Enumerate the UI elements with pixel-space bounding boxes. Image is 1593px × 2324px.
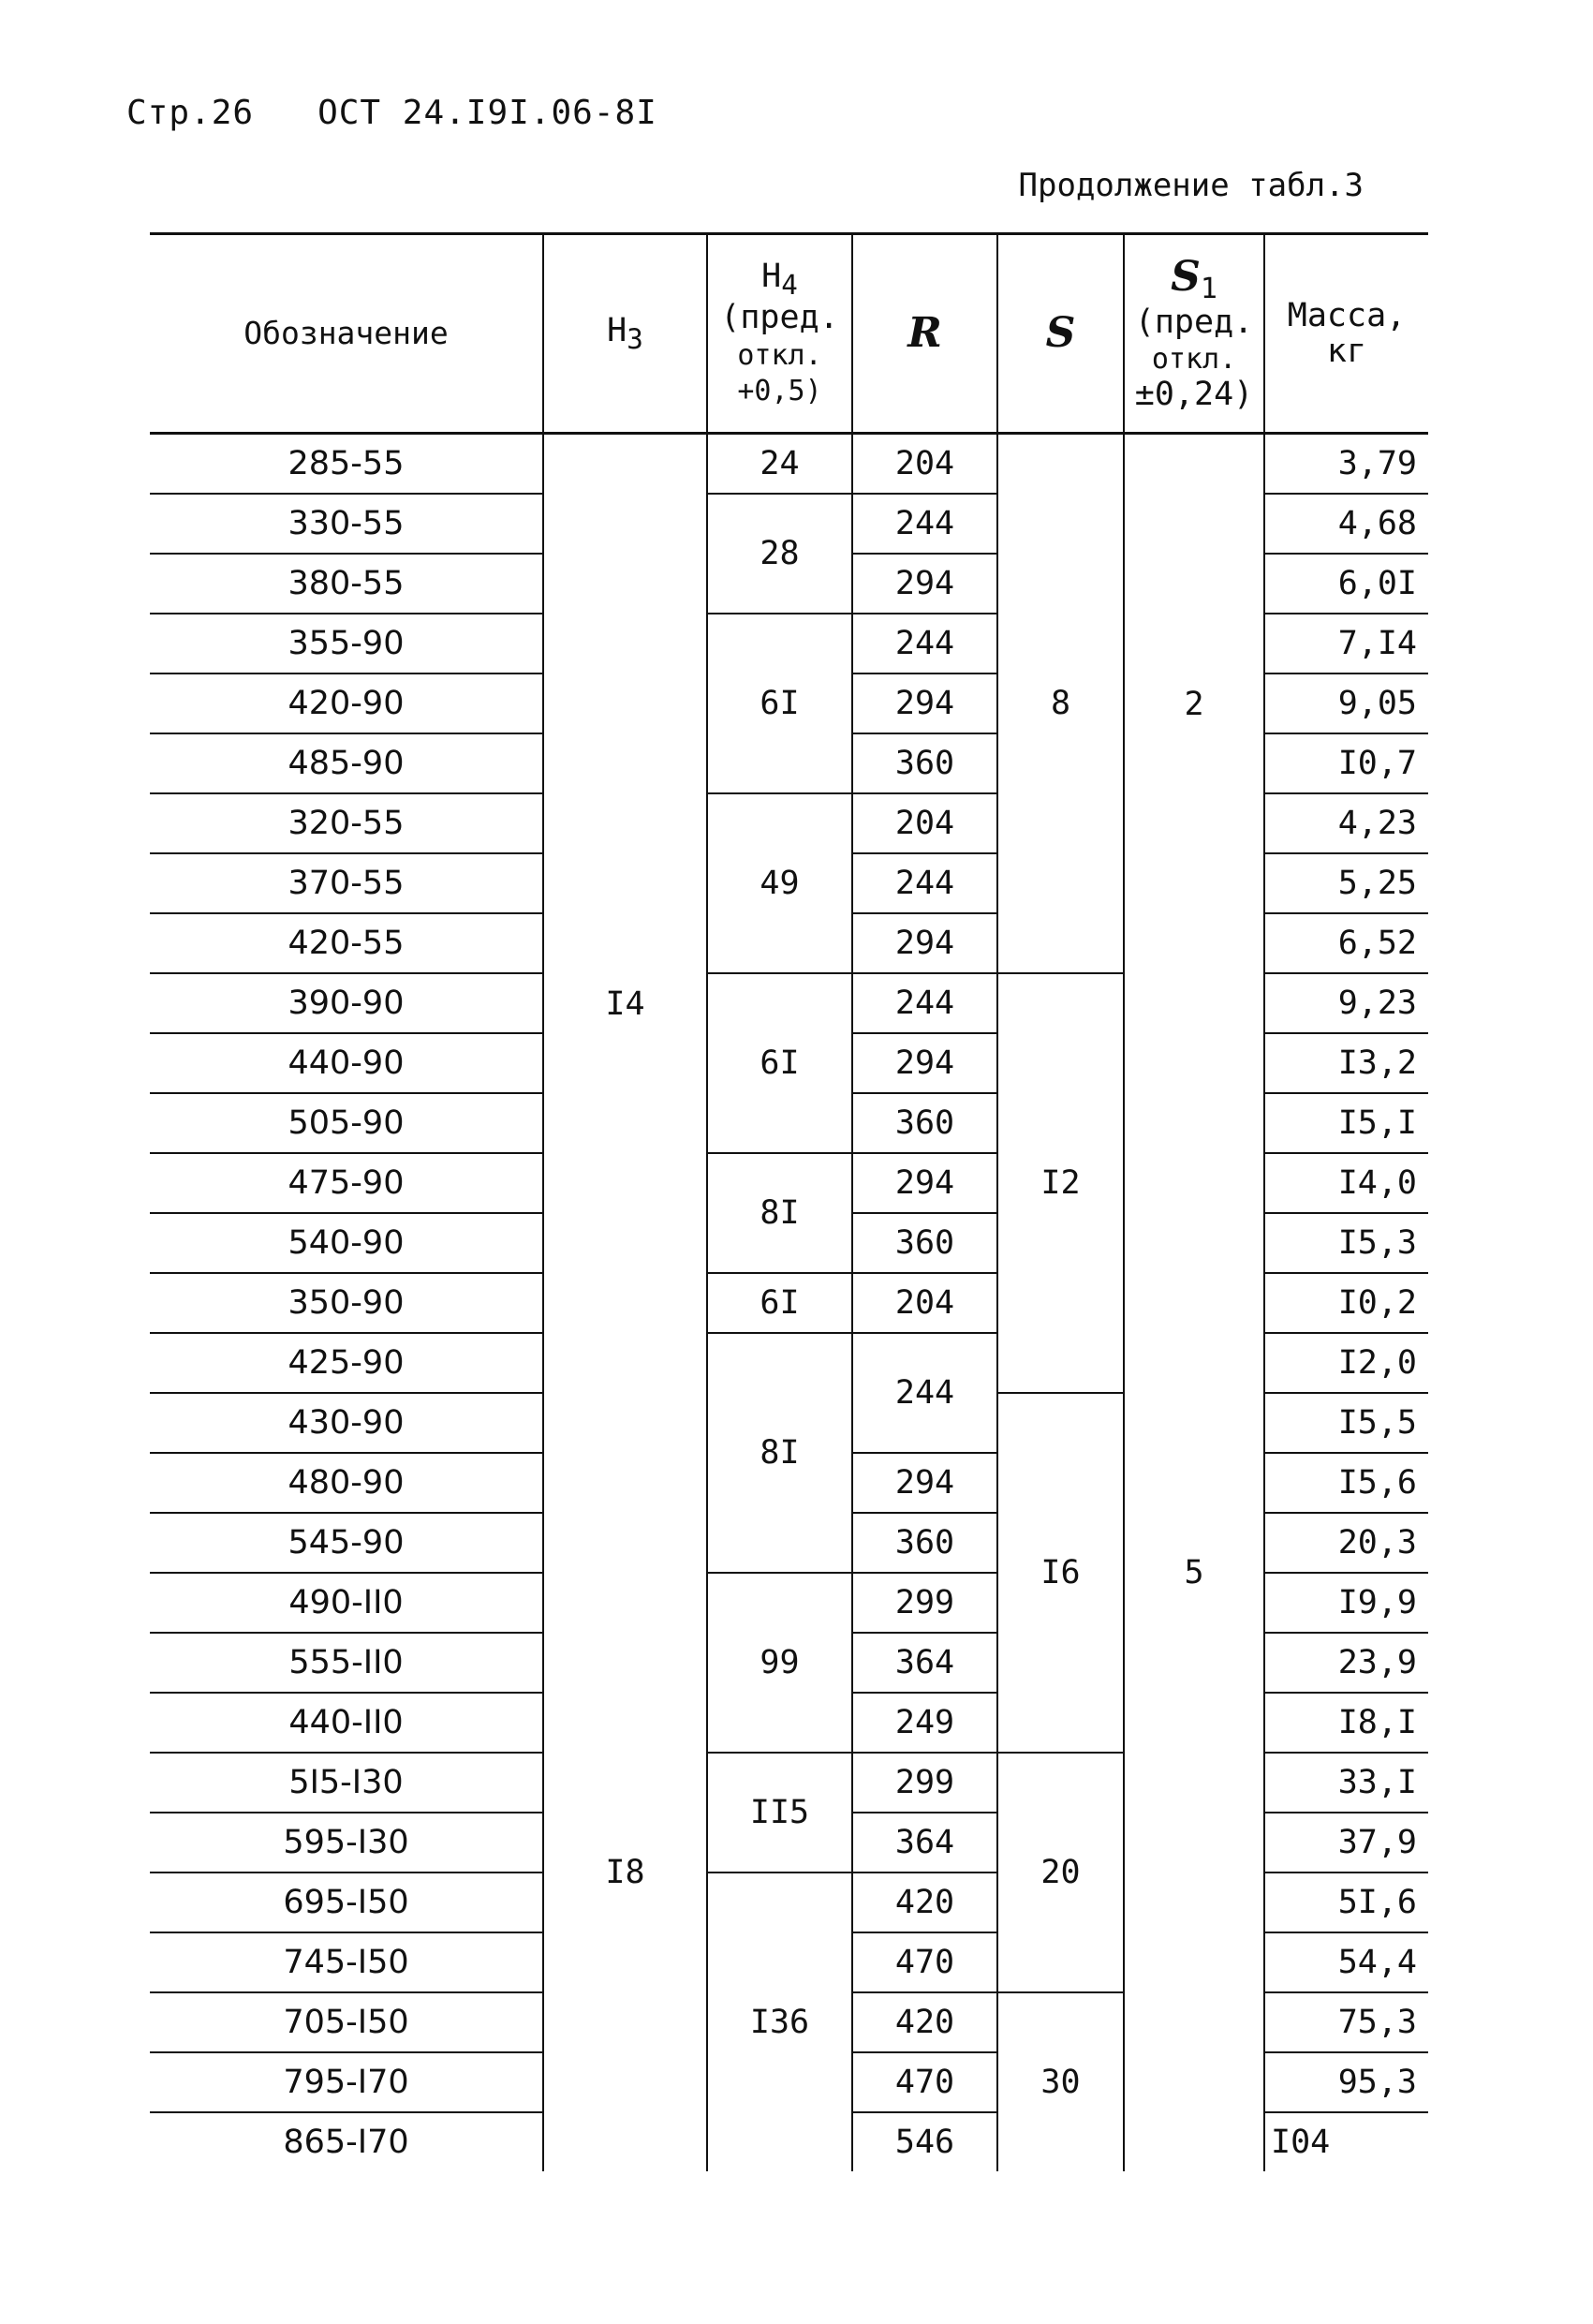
standard-code: ОСТ 24.I9I.06-8I <box>317 94 657 132</box>
col-s1: $S_1$ (пред. откл. ±0,24) <box>1124 234 1264 434</box>
h4-cell: 6I <box>707 1273 852 1333</box>
designation-cell: 390-90 <box>150 973 543 1033</box>
designation-cell: 370-55 <box>150 853 543 913</box>
designation-cell: 545-90 <box>150 1513 543 1573</box>
r-cell: 249 <box>852 1693 997 1753</box>
r-cell: 360 <box>852 1513 997 1573</box>
designation-cell: 380-55 <box>150 554 543 614</box>
designation-cell: 705-I50 <box>150 1992 543 2052</box>
mass-cell: I9,9 <box>1264 1573 1428 1633</box>
mass-cell: 37,9 <box>1264 1813 1428 1873</box>
mass-cell: I4,0 <box>1264 1153 1428 1213</box>
mass-cell: 4,68 <box>1264 494 1428 554</box>
mass-cell: 5,25 <box>1264 853 1428 913</box>
designation-cell: 440-90 <box>150 1033 543 1093</box>
r-cell: 364 <box>852 1813 997 1873</box>
designation-cell: 745-I50 <box>150 1932 543 1992</box>
h4-cell: I36 <box>707 1873 852 2171</box>
designation-cell: 695-I50 <box>150 1873 543 1932</box>
mass-cell: 6,0I <box>1264 554 1428 614</box>
page-number: Стр.26 <box>126 94 255 132</box>
col-r: R <box>852 234 997 434</box>
mass-cell: 9,23 <box>1264 973 1428 1033</box>
h4-cell: 8I <box>707 1333 852 1573</box>
mass-cell: 9,05 <box>1264 674 1428 733</box>
r-cell: 244 <box>852 494 997 554</box>
r-cell: 204 <box>852 1273 997 1333</box>
mass-cell: I5,I <box>1264 1093 1428 1153</box>
table-row <box>150 973 1428 1033</box>
designation-cell: 865-I70 <box>283 2124 409 2161</box>
mass-cell: I5,3 <box>1264 1213 1428 1273</box>
r-cell: 360 <box>852 1093 997 1153</box>
mass-cell: I04 <box>1264 2112 1428 2171</box>
mass-cell: I0,7 <box>1264 733 1428 793</box>
designation-cell: 420-55 <box>150 913 543 973</box>
data-table <box>150 232 1428 2171</box>
s1-cell: 2 <box>1124 434 1264 974</box>
mass-cell: 6,52 <box>1264 913 1428 973</box>
r-cell: 364 <box>852 1633 997 1693</box>
col-designation: Обозначение <box>150 234 543 434</box>
r-cell: 360 <box>852 1213 997 1273</box>
s-cell: 8 <box>997 434 1124 974</box>
mass-cell: 54,4 <box>1264 1932 1428 1992</box>
r-cell: 299 <box>852 1753 997 1813</box>
r-cell: 470 <box>852 1932 997 1992</box>
mass-cell: 4,23 <box>1264 793 1428 853</box>
h4-cell: 24 <box>707 434 852 495</box>
header-row <box>150 234 1428 434</box>
designation-cell: 540-90 <box>150 1213 543 1273</box>
designation-cell: 330-55 <box>150 494 543 554</box>
r-cell: 299 <box>852 1573 997 1633</box>
mass-cell: I3,2 <box>1264 1033 1428 1093</box>
r-cell: 294 <box>852 1153 997 1213</box>
designation-cell: 485-90 <box>150 733 543 793</box>
designation-cell: 425-90 <box>150 1333 543 1393</box>
col-h4: $H_4$ (пред. откл. +0,5) <box>707 234 852 434</box>
r-cell: 204 <box>852 434 997 495</box>
mass-cell: 20,3 <box>1264 1513 1428 1573</box>
designation-cell: 505-90 <box>150 1093 543 1153</box>
s-cell: I6 <box>997 1393 1124 1753</box>
designation-cell: 595-I30 <box>150 1813 543 1873</box>
r-cell: 470 <box>852 2052 997 2112</box>
r-cell: 546 <box>852 2112 997 2171</box>
designation-cell: 320-55 <box>150 793 543 853</box>
r-cell: 244 <box>852 973 997 1033</box>
designation-cell: 475-90 <box>150 1153 543 1213</box>
designation-cell: 440-II0 <box>150 1693 543 1753</box>
h4-cell: 99 <box>707 1573 852 1753</box>
h4-cell: 28 <box>707 494 852 614</box>
mass-cell: 3,79 <box>1264 434 1428 495</box>
designation-cell: 350-90 <box>150 1273 543 1333</box>
r-cell: 244 <box>852 1333 997 1453</box>
designation-cell: 480-90 <box>150 1453 543 1513</box>
mass-cell: I8,I <box>1264 1693 1428 1753</box>
table-caption: Продолжение табл.3 <box>1018 167 1364 204</box>
mass-cell: 7,I4 <box>1264 614 1428 674</box>
col-s: S <box>997 234 1124 434</box>
h4-cell: 6I <box>707 973 852 1153</box>
col-mass: Масса, кг <box>1264 234 1428 434</box>
s-cell: 30 <box>997 1992 1124 2171</box>
r-cell: 294 <box>852 554 997 614</box>
r-cell: 244 <box>852 614 997 674</box>
s-cell: 20 <box>997 1753 1124 1992</box>
mass-cell: I5,6 <box>1264 1453 1428 1513</box>
r-cell: 360 <box>852 733 997 793</box>
r-cell: 294 <box>852 1453 997 1513</box>
mass-cell: I0,2 <box>1264 1273 1428 1333</box>
r-cell: 294 <box>852 674 997 733</box>
mass-cell: 95,3 <box>1264 2052 1428 2112</box>
h4-cell: 8I <box>707 1153 852 1273</box>
mass-cell: 5I,6 <box>1264 1873 1428 1932</box>
page-header <box>126 94 657 132</box>
table-row <box>150 434 1428 495</box>
h4-cell: 6I <box>707 614 852 793</box>
h4-cell: II5 <box>707 1753 852 1873</box>
mass-cell: I2,0 <box>1264 1333 1428 1393</box>
mass-cell: 33,I <box>1264 1753 1428 1813</box>
designation-cell: 430-90 <box>150 1393 543 1453</box>
r-cell: 420 <box>852 1873 997 1932</box>
designation-cell: 355-90 <box>150 614 543 674</box>
designation-cell: 420-90 <box>150 674 543 733</box>
s1-cell: 5 <box>1124 973 1264 2171</box>
h3-cell: I8 <box>543 1573 707 2171</box>
col-h3: $H_3$ <box>543 234 707 434</box>
s-cell: I2 <box>997 973 1124 1393</box>
r-cell: 294 <box>852 913 997 973</box>
designation-cell: 490-II0 <box>150 1573 543 1633</box>
h3-cell: I4 <box>543 434 707 1574</box>
h4-cell: 49 <box>707 793 852 973</box>
r-cell: 244 <box>852 853 997 913</box>
designation-cell: 795-I70 <box>150 2052 543 2112</box>
r-cell: 294 <box>852 1033 997 1093</box>
r-cell: 204 <box>852 793 997 853</box>
mass-cell: I5,5 <box>1264 1393 1428 1453</box>
designation-cell: 285-55 <box>150 434 543 495</box>
mass-cell: 23,9 <box>1264 1633 1428 1693</box>
r-cell: 420 <box>852 1992 997 2052</box>
designation-cell: 555-II0 <box>150 1633 543 1693</box>
designation-cell: 5I5-I30 <box>150 1753 543 1813</box>
mass-cell: 75,3 <box>1264 1992 1428 2052</box>
